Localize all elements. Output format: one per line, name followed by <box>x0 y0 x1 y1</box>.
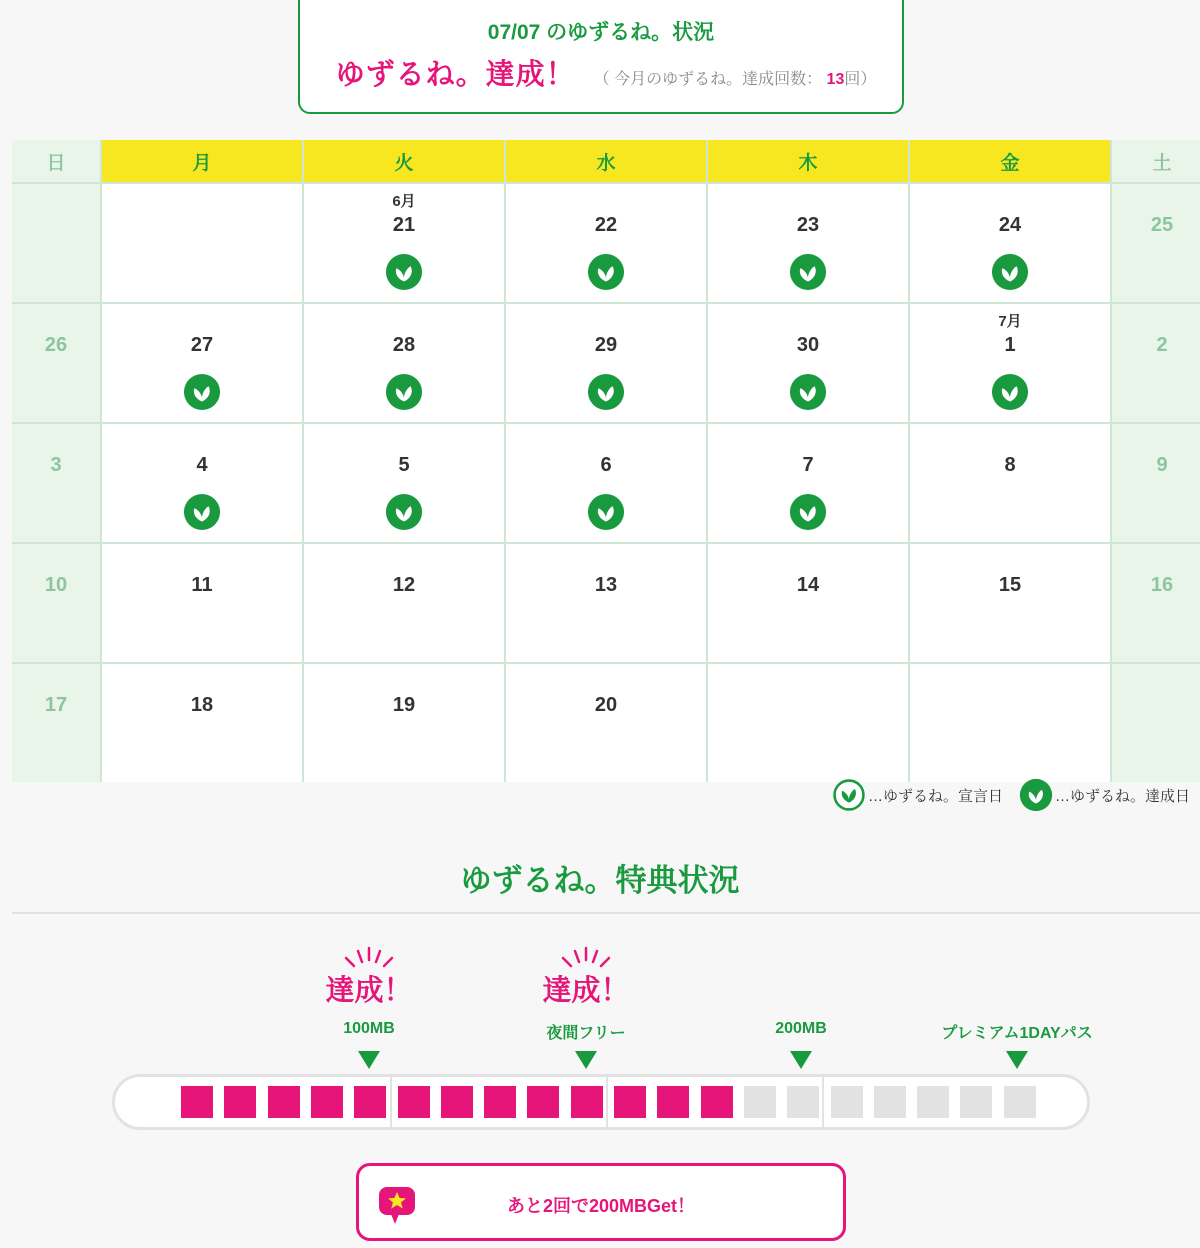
calendar-day[interactable] <box>708 184 908 302</box>
yuzurune-achieved-icon <box>991 373 1029 411</box>
day-number: 19 <box>392 694 416 716</box>
calendar-day[interactable] <box>102 664 302 782</box>
weekday-header: 月 <box>102 140 302 182</box>
benefits-title: ゆずるね。特典状況 <box>460 863 740 898</box>
progress-segment-filled <box>701 1086 733 1118</box>
weekday-header: 日 <box>12 140 100 182</box>
day-number: 24 <box>998 214 1022 236</box>
day-number: 4 <box>196 454 208 476</box>
calendar-day <box>12 184 100 302</box>
calendar-legend <box>832 778 1190 812</box>
day-number: 20 <box>594 694 618 716</box>
progress-segment-filled <box>571 1086 603 1118</box>
divider <box>12 912 1200 914</box>
progress-segment-filled <box>484 1086 516 1118</box>
progress-segment-filled <box>657 1086 689 1118</box>
calendar-day[interactable] <box>708 424 908 542</box>
calendar-day[interactable] <box>12 424 100 542</box>
achievement-count-value: 13 <box>826 71 845 88</box>
calendar-day[interactable] <box>708 304 908 422</box>
legend-declared-label: …ゆずるね。宣言日 <box>867 787 1003 805</box>
progress-segment-filled <box>527 1086 559 1118</box>
weekday-header: 水 <box>506 140 706 182</box>
calendar-day[interactable] <box>708 544 908 662</box>
day-number: 18 <box>190 694 214 716</box>
calendar-day <box>708 664 908 782</box>
legend-achieved-label: …ゆずるね。達成日 <box>1054 787 1190 805</box>
progress-segment-filled <box>441 1086 473 1118</box>
calendar-day[interactable] <box>506 664 706 782</box>
progress-segment-empty <box>874 1086 906 1118</box>
calendar-day[interactable] <box>506 544 706 662</box>
calendar-day <box>1112 664 1200 782</box>
progress-segment-filled <box>311 1086 343 1118</box>
day-number: 29 <box>594 334 618 356</box>
milestone-label: 100MB <box>343 1020 395 1037</box>
day-number: 16 <box>1150 574 1174 596</box>
day-number: 13 <box>594 574 618 596</box>
day-number: 30 <box>796 334 820 356</box>
progress-divider <box>822 1077 824 1127</box>
day-number: 7 <box>802 454 814 476</box>
yuzurune-achieved-icon <box>587 493 625 531</box>
progress-segment-filled <box>614 1086 646 1118</box>
day-number: 17 <box>44 694 68 716</box>
day-number: 26 <box>44 334 68 356</box>
calendar-day[interactable] <box>12 304 100 422</box>
milestone-achieved-text: 達成！ <box>542 975 630 1007</box>
weekday-header: 土 <box>1112 140 1200 182</box>
progress-segment-filled <box>181 1086 213 1118</box>
day-number: 6 <box>600 454 612 476</box>
progress-segment-filled <box>354 1086 386 1118</box>
day-number: 21 <box>392 214 416 236</box>
milestone-label: 夜間フリー <box>546 1025 626 1042</box>
day-number: 14 <box>796 574 820 596</box>
legend-declared <box>832 778 1003 812</box>
day-number: 2 <box>1156 334 1168 356</box>
calendar-day[interactable] <box>1112 184 1200 302</box>
weekday-header: 火 <box>304 140 504 182</box>
yuzurune-achieved-icon <box>789 253 827 291</box>
calendar-day[interactable] <box>102 544 302 662</box>
milestone-achieved <box>486 946 686 1008</box>
milestone-achieved <box>269 946 469 1008</box>
calendar-day[interactable] <box>910 304 1110 422</box>
calendar-day[interactable] <box>910 184 1110 302</box>
day-number: 3 <box>50 454 62 476</box>
progress-segment-empty <box>917 1086 949 1118</box>
calendar-day[interactable] <box>12 544 100 662</box>
day-number: 11 <box>191 574 213 596</box>
down-triangle-icon <box>790 1051 812 1069</box>
day-number: 12 <box>392 574 416 596</box>
calendar-day[interactable] <box>1112 424 1200 542</box>
weekday-header: 金 <box>910 140 1110 182</box>
calendar-day[interactable] <box>12 664 100 782</box>
yuzurune-achieved-icon <box>789 373 827 411</box>
calendar-day <box>910 664 1110 782</box>
progress-segment-filled <box>268 1086 300 1118</box>
progress-segment-empty <box>1004 1086 1036 1118</box>
day-number: 10 <box>44 574 68 596</box>
calendar-day[interactable] <box>506 304 706 422</box>
calendar-day[interactable] <box>304 664 504 782</box>
milestone-label: 200MB <box>775 1020 827 1037</box>
yuzurune-achieved-icon <box>385 373 423 411</box>
yuzurune-achieved-icon <box>1019 778 1053 812</box>
burst-lines-icon <box>329 946 409 974</box>
calendar-day[interactable] <box>1112 544 1200 662</box>
calendar-day[interactable] <box>102 424 302 542</box>
milestone-label: プレミアム1DAYパス <box>941 1025 1093 1042</box>
yuzurune-achieved-icon <box>587 373 625 411</box>
progress-divider <box>606 1077 608 1127</box>
progress-segment-empty <box>831 1086 863 1118</box>
down-triangle-icon <box>1006 1051 1028 1069</box>
calendar-day[interactable] <box>304 544 504 662</box>
calendar <box>12 140 1200 782</box>
progress-segment-empty <box>787 1086 819 1118</box>
yuzurune-achieved-icon <box>183 493 221 531</box>
day-number: 5 <box>398 454 410 476</box>
yuzurune-achieved-icon <box>385 253 423 291</box>
yuzurune-declared-icon <box>832 778 866 812</box>
day-number: 1 <box>1004 334 1016 356</box>
down-triangle-icon <box>575 1051 597 1069</box>
calendar-day[interactable] <box>1112 304 1200 422</box>
yuzurune-achieved-icon <box>385 493 423 531</box>
calendar-day[interactable] <box>506 424 706 542</box>
day-number: 15 <box>998 574 1022 596</box>
down-triangle-icon <box>358 1051 380 1069</box>
progress-segment-filled <box>224 1086 256 1118</box>
calendar-day <box>102 184 302 302</box>
day-number: 28 <box>392 334 416 356</box>
calendar-day[interactable] <box>910 544 1110 662</box>
status-title: 07/07 のゆずるね。状況 <box>487 21 715 44</box>
yuzurune-achieved-icon <box>789 493 827 531</box>
burst-lines-icon <box>546 946 626 974</box>
status-box <box>298 0 904 114</box>
milestone-achieved-text: 達成！ <box>325 975 413 1007</box>
status-row <box>330 52 882 93</box>
cta-banner[interactable] <box>356 1163 846 1241</box>
progress-segment-empty <box>960 1086 992 1118</box>
calendar-day[interactable] <box>304 424 504 542</box>
calendar-day[interactable] <box>304 304 504 422</box>
status-result: ゆずるね。達成！ <box>335 59 576 91</box>
progress-divider <box>390 1077 392 1127</box>
calendar-day[interactable] <box>506 184 706 302</box>
day-number: 23 <box>796 214 820 236</box>
calendar-day[interactable] <box>102 304 302 422</box>
yuzurune-achieved-icon <box>991 253 1029 291</box>
legend-achieved <box>1019 778 1190 812</box>
cta-text: あと2回で200MBGet！ <box>506 1196 696 1216</box>
weekday-header: 木 <box>708 140 908 182</box>
day-number: 22 <box>594 214 618 236</box>
yuzurune-achieved-icon <box>183 373 221 411</box>
progress-segment-filled <box>398 1086 430 1118</box>
calendar-day[interactable] <box>910 424 1110 542</box>
day-number: 25 <box>1150 214 1174 236</box>
achievement-count: （ 今月のゆずるね。達成回数： 13回） <box>593 71 877 88</box>
calendar-day[interactable] <box>304 184 504 302</box>
yuzurune-achieved-icon <box>587 253 625 291</box>
month-label: 6月 <box>392 193 416 210</box>
day-number: 27 <box>190 334 214 356</box>
month-label: 7月 <box>998 313 1022 330</box>
progress-segment-empty <box>744 1086 776 1118</box>
day-number: 9 <box>1156 454 1168 476</box>
day-number: 8 <box>1004 454 1016 476</box>
